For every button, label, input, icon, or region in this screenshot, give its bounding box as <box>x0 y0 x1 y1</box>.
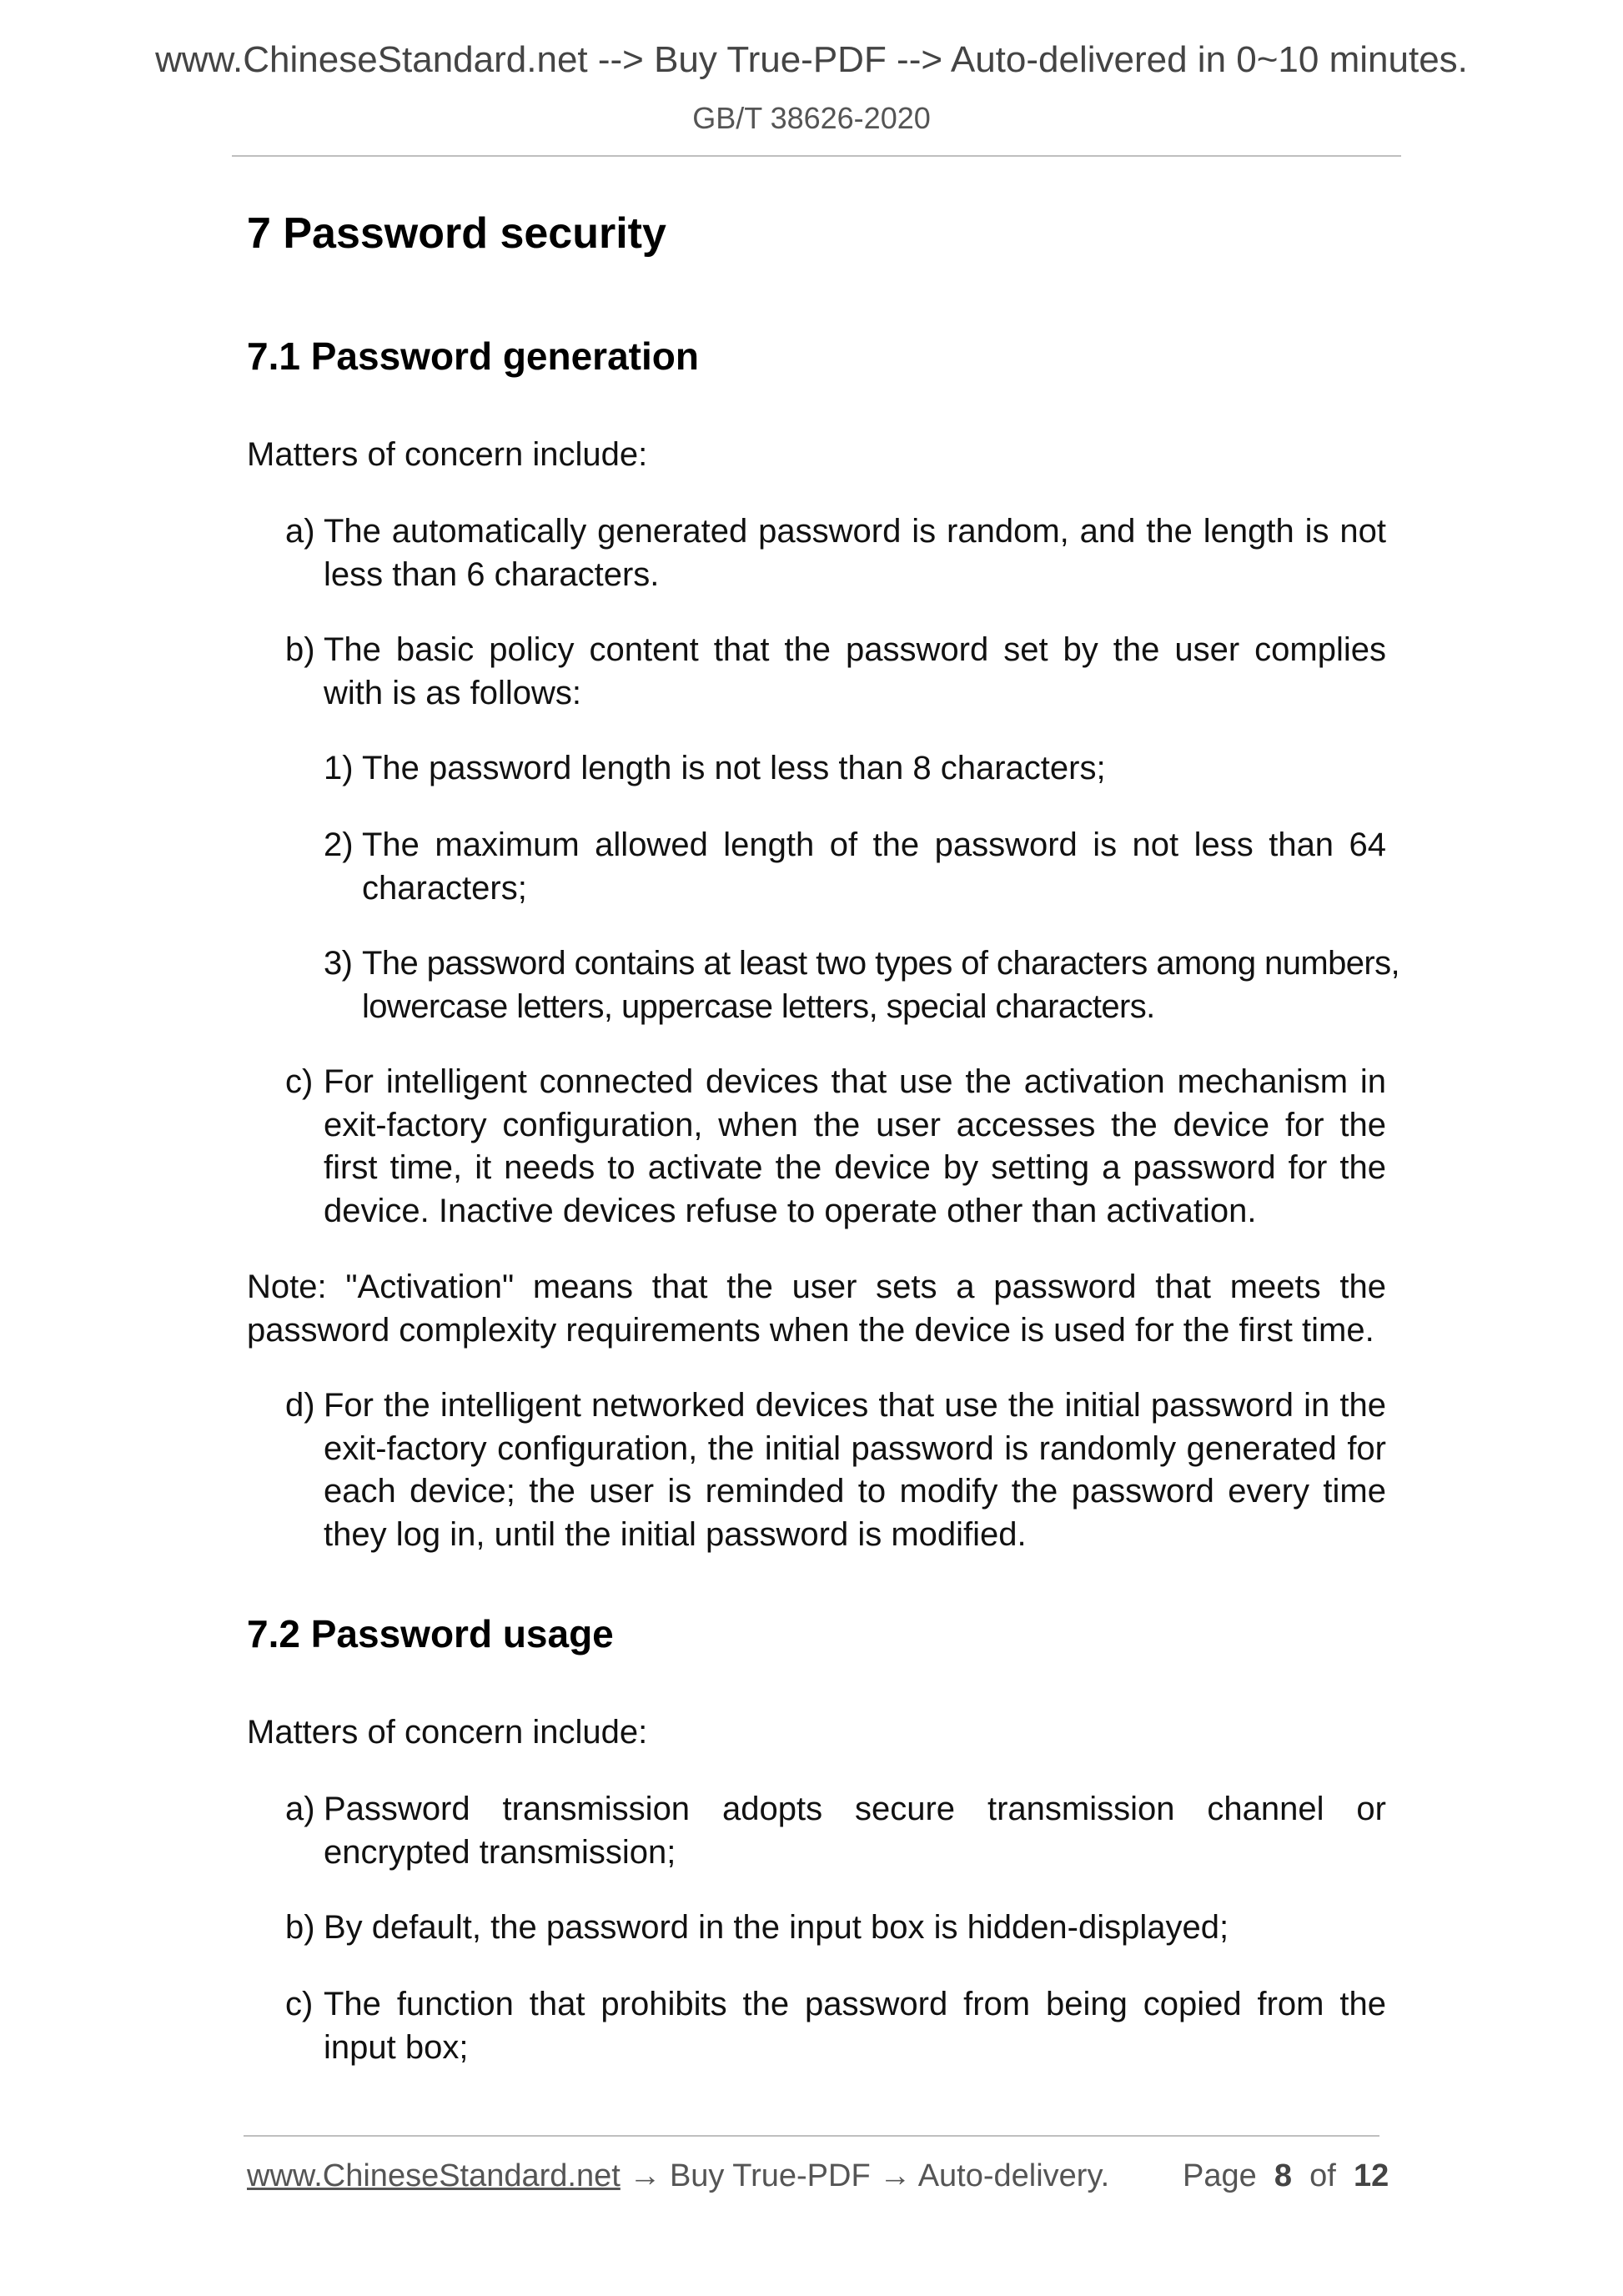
list-text: The maximum allowed length of the password is not less than 64 characters; <box>362 826 1386 907</box>
list-label: a) <box>285 513 315 550</box>
intro-7-2: Matters of concern include: <box>247 1714 648 1751</box>
page-word: Page <box>1183 2158 1257 2193</box>
list-item-c <box>285 1983 1386 2069</box>
list-item-b2 <box>324 824 1386 910</box>
footer-link[interactable]: www.ChineseStandard.net <box>247 2158 621 2193</box>
page-indicator <box>1183 2156 1389 2196</box>
list-item-b1 <box>324 747 1386 791</box>
list-label: d) <box>285 1387 315 1424</box>
list-label: b) <box>285 631 315 668</box>
total-pages: 12 <box>1353 2158 1389 2193</box>
list-text: The password length is not less than 8 characters; <box>362 750 1106 786</box>
list-item-b3 <box>324 942 1399 1028</box>
standard-number: GB/T 38626-2020 <box>692 101 931 135</box>
list-item-b <box>285 1907 1386 1950</box>
note: Note: "Activation" means that the user sets a password that meets the password complexity requirements when the device is used for the first time. <box>247 1269 1386 1349</box>
list-label: a) <box>285 1791 315 1827</box>
list-text: The basic policy content that the password set by the user complies with is as follows: <box>324 631 1386 711</box>
list-label: 3) <box>324 945 353 982</box>
list-text: Password transmission adopts secure transmission channel or encrypted transmission; <box>324 1791 1386 1871</box>
top-banner: www.ChineseStandard.net --> Buy True-PDF --> Auto-delivered in 0~10 minutes. <box>155 39 1468 80</box>
subsection-title-7-2: 7.2 Password usage <box>247 1612 614 1655</box>
list-label: b) <box>285 1909 315 1946</box>
intro-7-1: Matters of concern include: <box>247 436 648 473</box>
list-text: The automatically generated password is random, and the length is not less than 6 characters. <box>324 513 1386 593</box>
list-text: The password contains at least two types of characters among numbers, lowercase letters, uppercase letters, special characters. <box>362 945 1399 1025</box>
current-page: 8 <box>1274 2158 1293 2193</box>
list-label: c) <box>285 1986 314 2022</box>
list-text: For intelligent connected devices that use the activation mechanism in exit-factory configuration, when the user accesses the device for the first time, it needs to activate the device by setting a password for the device. Inactive devices refuse to operate other than activation. <box>324 1063 1386 1229</box>
list-item-a <box>285 1788 1386 1874</box>
list-item-d <box>285 1384 1386 1556</box>
list-item-a <box>285 510 1386 596</box>
subsection-title-7-1: 7.1 Password generation <box>247 334 699 378</box>
footer-divider <box>244 2135 1379 2137</box>
section-title: 7 Password security <box>247 209 666 258</box>
list-label: 1) <box>324 750 354 786</box>
of-word: of <box>1309 2158 1336 2193</box>
list-text: The function that prohibits the password from being copied from the input box; <box>324 1986 1386 2066</box>
footer-text <box>247 2156 1109 2196</box>
list-item-c <box>285 1061 1386 1233</box>
list-item-b <box>285 629 1386 715</box>
list-text: For the intelligent networked devices that use the initial password in the exit-factory configuration, the initial password is randomly generated for each device; the user is reminded to modify the password every time they log in, until the initial password is modified. <box>324 1387 1386 1553</box>
list-label: c) <box>285 1063 314 1100</box>
footer-link-suffix: → Buy True-PDF → Auto-delivery. <box>620 2158 1110 2193</box>
header-divider <box>232 155 1401 157</box>
list-label: 2) <box>324 826 354 863</box>
list-text: By default, the password in the input box is hidden-displayed; <box>324 1909 1229 1946</box>
